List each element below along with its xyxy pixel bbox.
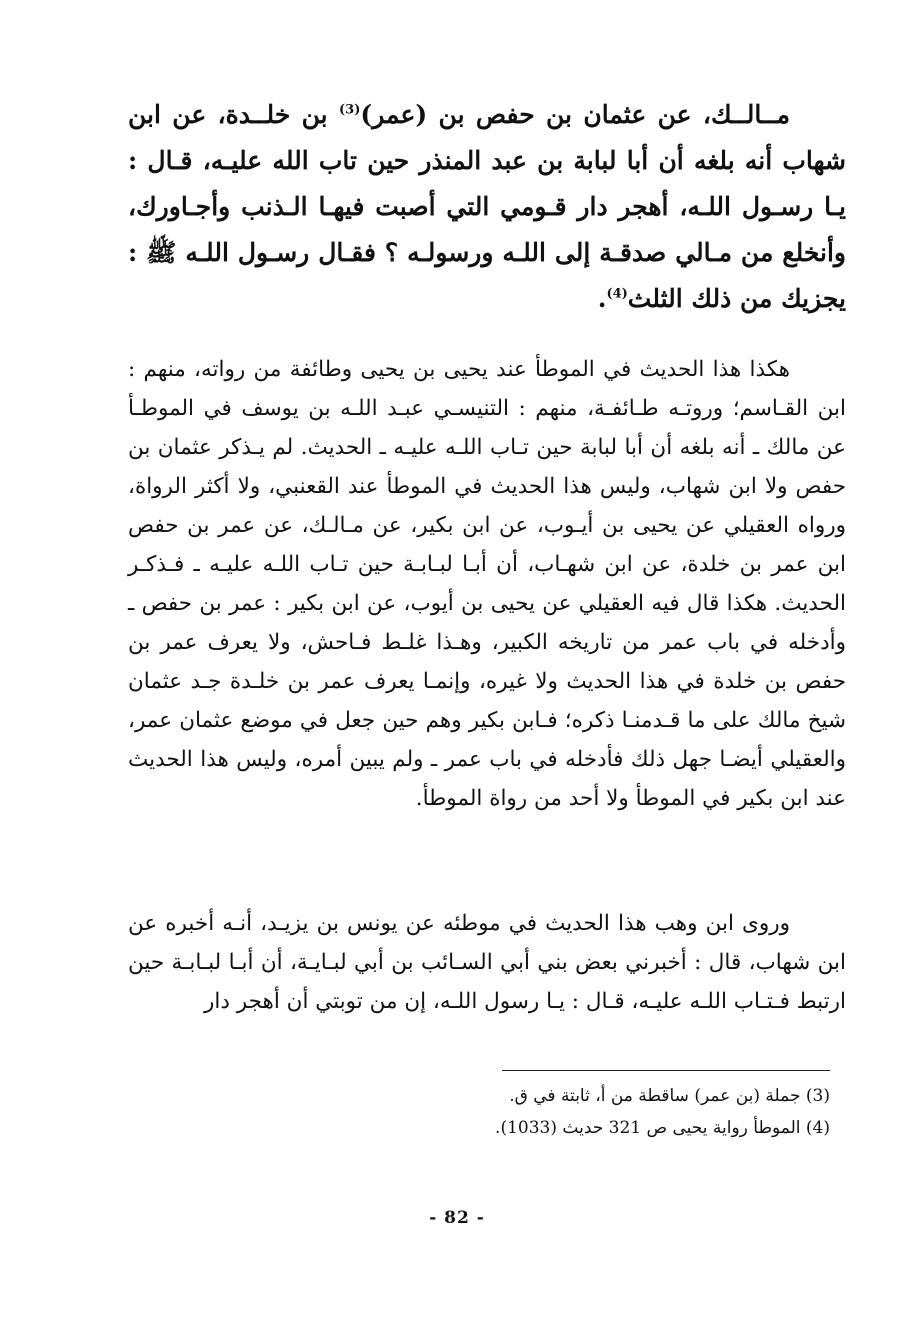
footnote-ref-3[interactable]: (3) [339,102,361,118]
commentary-paragraph-2-text: وروى ابن وهب هذا الحديث في موطئه عن يونس بن يزيـد، أنـه أخبره عن ابن شهاب، قال : أخبرني بعض بني أبي السـائب بن أبي لبـايـة، أن أبـا لبـابـة حين ارتبط فـتـاب اللـه عليـه، قـال : يـا رسول اللـه، إن من توبتي أن أهجر دار [128,911,846,1014]
hadith-text-end: . [597,284,607,313]
footnotes [420,1080,830,1144]
hadith-text-body: بن خلــدة، عن ابن شهاب أنه بلغه أن أبا لبابة بن عبد المنذر حين تاب الله عليـه، قـال : يـا رسـول اللـه، أهجر دار قـومي التي أصبت فيهـا الـذنب وأجـاورك، وأنخلع من مـالي صدقـة إلى اللـه ورسولـه ؟ فقـال رسـول اللـه ﷺ : يجزيك من ذلك الثلث [128,100,846,313]
commentary-paragraph-2 [128,904,846,1021]
commentary-paragraph-1-text: هكذا هذا الحديث في الموطأ عند يحيى بن يحيى وطائفة من رواته، منهم : ابن القـاسم؛ وروتـه طـائفـة، منهم : التنيسـي عبـد اللـه بن يوسف في الموطـأ عن مالك ـ أنه بلغه أن أبا لبابة حين تـاب اللـه عليـه ـ الحديث. لم يـذكر عثمان بن حفص ولا ابن شهاب، وليس هذا الحديث في الموطأ عند القعنبي، ولا أكثر الرواة، ورواه العقيلي عن يحيى بن أيـوب، عن ابن بكير، عن مـالـك، عن عمر بن حفص ابن عمر بن خلدة، عن ابن شهـاب، أن أبـا لبـابـة حين تـاب اللـه عليـه ـ فـذكـر الحديث. هكذا قال فيه العقيلي عن يحيى بن أيوب، عن ابن بكير : عمر بن حفص ـ وأدخله في باب عمر من تاريخه الكبير، وهـذا غلـط فـاحش، ولا يعرف عمر بن حفص بن خلدة في هذا الحديث ولا غيره، وإنمـا يعرف عمر بن خلـدة جـد عثمان شيخ مالك على ما قـدمنـا ذكره؛ فـابن بكير وهم حين جعل في موضع عثمان عمر، والعقيلي أيضـا جهل ذلك فأدخله في باب عمر ـ ولم يبين أمره، وليس هذا الحديث عند ابن بكير في الموطأ ولا أحد من رواة الموطأ. [128,357,846,811]
page-number: - 82 - [429,1208,485,1228]
commentary-paragraph-1 [128,350,846,818]
footnote-divider [502,1070,830,1071]
footnote-3: (3) جملة (بن عمر) ساقطة من أ، ثابتة في ق. [509,1086,830,1106]
hadith-text-start: مــالــك، عن عثمان بن حفص بن (عمر) [360,100,790,129]
footnote-4: (4) الموطأ رواية يحيى ص 321 حديث (1033). [495,1118,830,1138]
footnote-ref-4[interactable]: (4) [606,286,628,302]
hadith-text [128,92,846,322]
